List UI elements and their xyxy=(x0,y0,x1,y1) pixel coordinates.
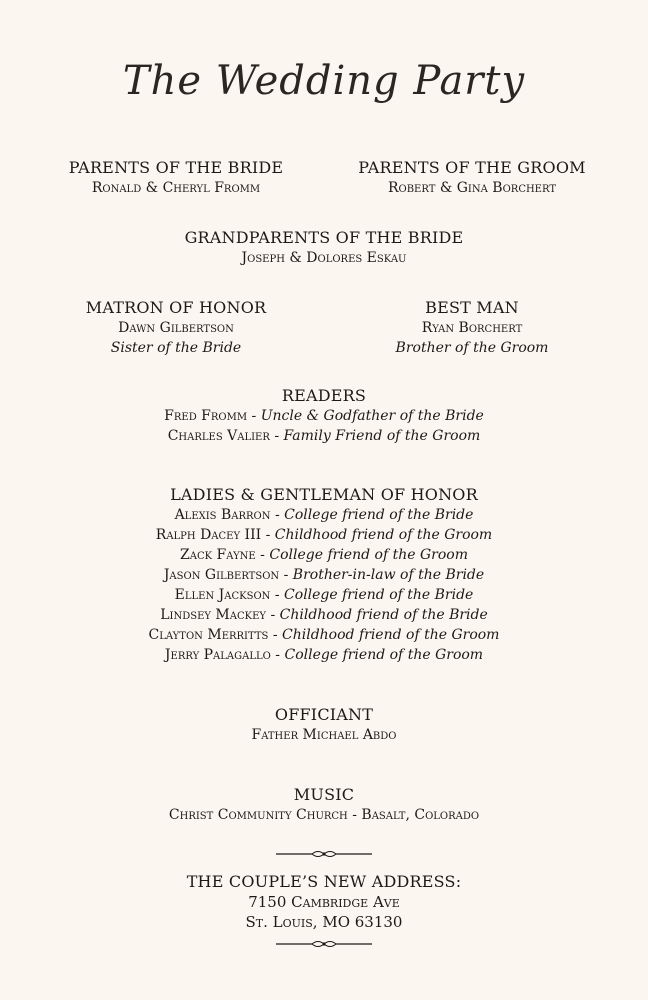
readers-heading: READERS xyxy=(281,386,367,405)
matron-heading: MATRON OF HONOR xyxy=(85,298,267,317)
matron-block xyxy=(40,298,312,358)
list-item: Fred Fromm - Uncle & Godfather of the Bride xyxy=(164,408,484,424)
grandparents-block xyxy=(0,228,648,268)
best-man-block xyxy=(336,298,608,358)
parents-groom-block xyxy=(336,158,608,198)
matron-name: Dawn Gilbertson xyxy=(118,320,234,336)
parents-bride-block xyxy=(40,158,312,198)
parents-groom-heading: PARENTS OF THE GROOM xyxy=(358,158,586,177)
music-block xyxy=(0,785,648,825)
best-man-relation: Brother of the Groom xyxy=(395,340,549,356)
address-line1: 7150 Cambridge Ave xyxy=(248,893,400,911)
parents-bride-names: Ronald & Cheryl Fromm xyxy=(91,180,261,196)
grandparents-names: Joseph & Dolores Eskau xyxy=(241,250,407,266)
page-title: The Wedding Party xyxy=(122,58,526,104)
list-item: Jason Gilbertson - Brother-in-law of the Bride xyxy=(163,567,485,583)
list-item: Zack Fayne - College friend of the Groom xyxy=(180,547,468,563)
list-item: Ralph Dacey III - Childhood friend of the Groom xyxy=(155,527,493,543)
honor-heading: LADIES & GENTLEMAN OF HONOR xyxy=(170,485,478,504)
parents-bride-heading: PARENTS OF THE BRIDE xyxy=(68,158,284,177)
address-heading: THE COUPLE’S NEW ADDRESS: xyxy=(186,872,462,891)
readers-block xyxy=(0,386,648,446)
ornamental-flourish-icon xyxy=(274,849,374,859)
grandparents-heading: GRANDPARENTS OF THE BRIDE xyxy=(184,228,464,247)
best-man-name: Ryan Borchert xyxy=(421,320,523,336)
address-block xyxy=(0,872,648,932)
officiant-name: Father Michael Abdo xyxy=(251,727,397,743)
list-item: Lindsey Mackey - Childhood friend of the Bride xyxy=(160,607,488,623)
ornamental-flourish-icon xyxy=(274,939,374,949)
list-item: Clayton Merritts - Childhood friend of the Groom xyxy=(148,627,500,643)
list-item: Ellen Jackson - College friend of the Bride xyxy=(174,587,474,603)
best-man-heading: BEST MAN xyxy=(425,298,519,317)
address-line2: St. Louis, MO 63130 xyxy=(245,913,403,931)
honor-block xyxy=(0,485,648,665)
music-name: Christ Community Church - Basalt, Colorado xyxy=(168,807,480,823)
parents-groom-names: Robert & Gina Borchert xyxy=(387,180,557,196)
list-item: Jerry Palagallo - College friend of the Groom xyxy=(164,647,484,663)
list-item: Charles Valier - Family Friend of the Groom xyxy=(167,428,481,444)
music-heading: MUSIC xyxy=(293,785,355,804)
matron-relation: Sister of the Bride xyxy=(110,340,242,356)
officiant-block xyxy=(0,705,648,745)
list-item: Alexis Barron - College friend of the Bride xyxy=(174,507,474,523)
officiant-heading: OFFICIANT xyxy=(274,705,374,724)
